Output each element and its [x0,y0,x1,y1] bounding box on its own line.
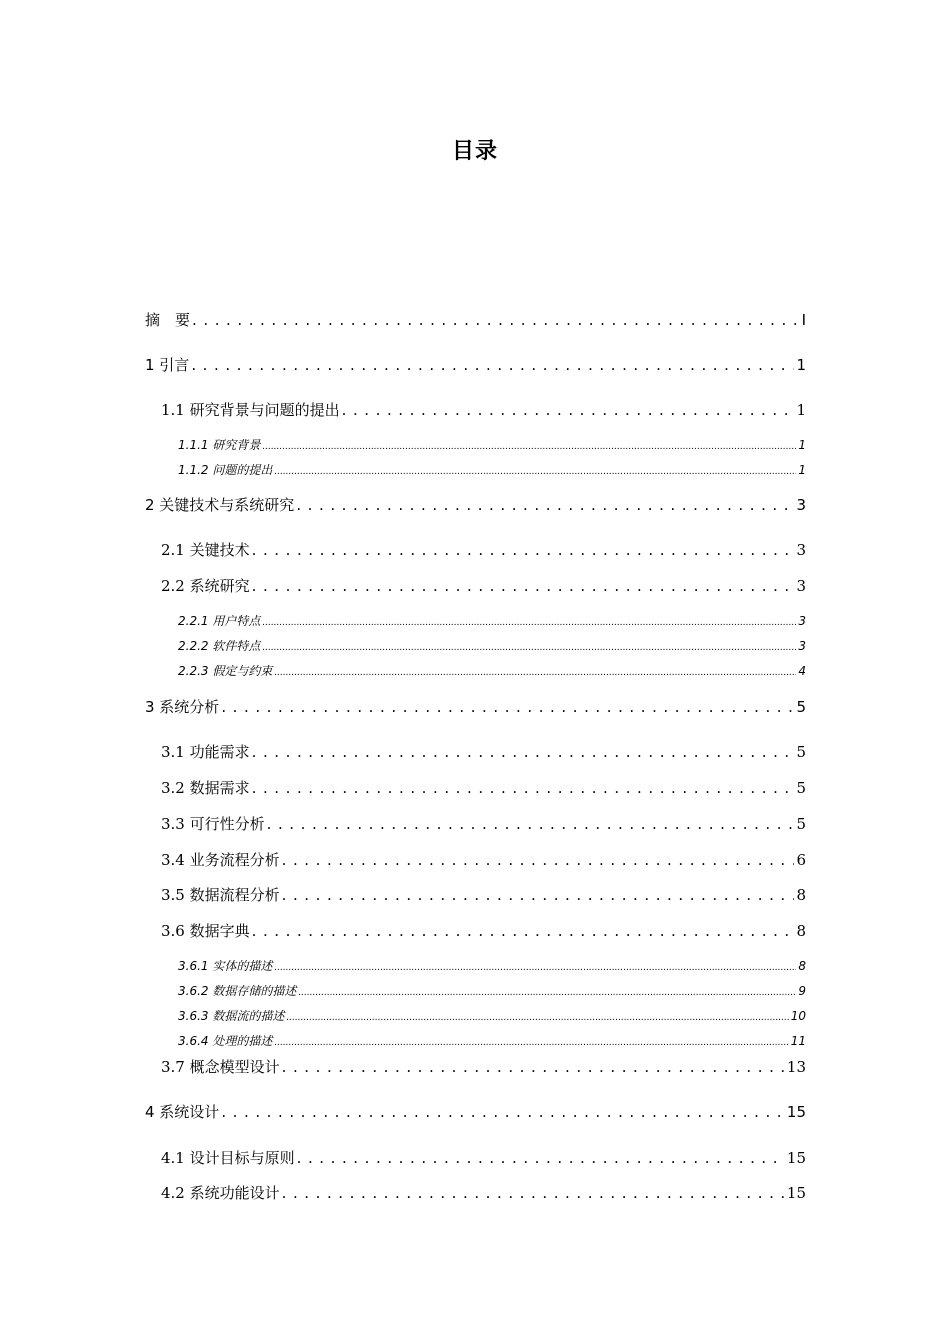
toc-entry-label: 1 引言 [145,356,190,374]
leader-dots [274,664,796,678]
toc-entry[interactable] [161,741,806,762]
toc-entry-label: 1.1.2 问题的提出 [178,463,273,477]
toc-entry-label: 3.4 业务流程分析 [161,851,280,869]
toc-entry[interactable] [161,1182,806,1203]
toc-entry-page: 5 [796,698,806,716]
toc-entry[interactable] [178,461,806,478]
leader-dots [282,1184,785,1202]
toc-entry-label: 摘 要 [145,311,191,329]
toc-entry-label: 2.1 关键技术 [161,541,250,559]
toc-entry[interactable] [178,982,806,999]
toc-entry-page: 10 [790,1009,806,1023]
toc-entry[interactable] [161,813,806,834]
toc-entry[interactable] [161,1056,806,1077]
leader-dots [296,496,794,514]
toc-entry-label: 3.6.3 数据流的描述 [178,1009,285,1023]
toc-entry-page: 15 [786,1103,806,1121]
toc-entry-label: 4 系统设计 [145,1103,220,1121]
toc-entry[interactable] [178,1032,806,1049]
toc-entry-page: 1 [798,463,806,477]
toc-entry-label: 3.3 可行性分析 [161,815,265,833]
toc-entry-label: 2 关键技术与系统研究 [145,496,295,514]
toc-entry-page: 8 [798,959,806,973]
toc-entry-label: 2.2 系统研究 [161,577,250,595]
toc-entry[interactable] [178,612,806,629]
leader-dots [252,577,795,595]
leader-dots [282,886,795,904]
toc-entry-page: 1 [798,438,806,452]
toc-entry-label: 3.6.1 实体的描述 [178,959,273,973]
toc-entry-page: 8 [796,922,806,940]
leader-dots [191,356,794,374]
toc-entry-label: 3.6.2 数据存储的描述 [178,984,297,998]
leader-dots [221,698,794,716]
toc-entry-page: 5 [796,743,806,761]
toc-entry[interactable] [178,662,806,679]
leader-dots [252,779,795,797]
toc-entry-label: 3.2 数据需求 [161,779,250,797]
toc-entry-label: 4.2 系统功能设计 [161,1184,280,1202]
toc-entry-page: 11 [790,1034,806,1048]
toc-entry[interactable] [178,436,806,453]
toc-entry-label: 4.1 设计目标与原则 [161,1149,295,1167]
toc-entry-page: 1 [796,356,806,374]
leader-dots [252,743,795,761]
leader-dots [286,1009,788,1023]
toc-entry-label: 1.1.1 研究背景 [178,438,261,452]
toc-entry-page: 3 [798,614,806,628]
toc-entry[interactable] [161,399,806,420]
toc-entry-page: 3 [796,496,806,514]
toc-entry-page: 15 [786,1149,806,1167]
leader-dots [282,1058,785,1076]
toc-entry[interactable] [145,309,806,330]
toc-entry[interactable] [161,1147,806,1168]
toc-entry-label: 2.2.1 用户特点 [178,614,261,628]
toc-entry[interactable] [145,1101,806,1122]
toc-entry[interactable] [161,884,806,905]
toc-entry-label: 3.7 概念模型设计 [161,1058,280,1076]
toc-entry[interactable] [145,696,806,717]
toc-entry-label: 3.1 功能需求 [161,743,250,761]
toc-entry[interactable] [161,575,806,596]
toc-entry[interactable] [178,1007,806,1024]
toc-entry[interactable] [178,637,806,654]
toc-entry-page: 15 [786,1184,806,1202]
toc-entry-label: 2.2.2 软件特点 [178,639,261,653]
toc-entry-page: 3 [796,577,806,595]
leader-dots [252,541,795,559]
toc-entry-page: I [801,311,806,329]
page-title: 目录 [451,139,498,164]
leader-dots [221,1103,785,1121]
toc-entry-label: 3.5 数据流程分析 [161,886,280,904]
toc-entry-label: 3.6.4 处理的描述 [178,1034,273,1048]
leader-dots [274,463,796,477]
toc-entry-page: 5 [796,815,806,833]
toc-entry[interactable] [161,777,806,798]
toc-entry-page: 6 [796,851,806,869]
leader-dots [297,1149,785,1167]
toc-entry[interactable] [145,494,806,515]
leader-dots [262,639,796,653]
leader-dots [192,311,800,329]
toc-entry[interactable] [161,920,806,941]
toc-entry-label: 2.2.3 假定与约束 [178,664,273,678]
toc-entry-page: 9 [798,984,806,998]
toc-entry[interactable] [161,849,806,870]
toc-entry-label: 1.1 研究背景与问题的提出 [161,401,340,419]
toc-entry-page: 8 [796,886,806,904]
toc-entry-page: 13 [786,1058,806,1076]
toc-entry[interactable] [145,354,806,375]
toc-entry-page: 1 [796,401,806,419]
leader-dots [267,815,795,833]
toc-entry-page: 3 [796,541,806,559]
leader-dots [274,959,796,973]
toc-entry-page: 3 [798,639,806,653]
toc-entry[interactable] [161,539,806,560]
toc-entry-page: 5 [796,779,806,797]
toc-entry[interactable] [178,957,806,974]
leader-dots [262,614,796,628]
leader-dots [252,922,795,940]
leader-dots [282,851,795,869]
toc-entry-label: 3.6 数据字典 [161,922,250,940]
toc-entry-label: 3 系统分析 [145,698,220,716]
toc-entry-page: 4 [798,664,806,678]
leader-dots [262,438,796,452]
leader-dots [298,984,796,998]
leader-dots [342,401,795,419]
leader-dots [274,1034,788,1048]
